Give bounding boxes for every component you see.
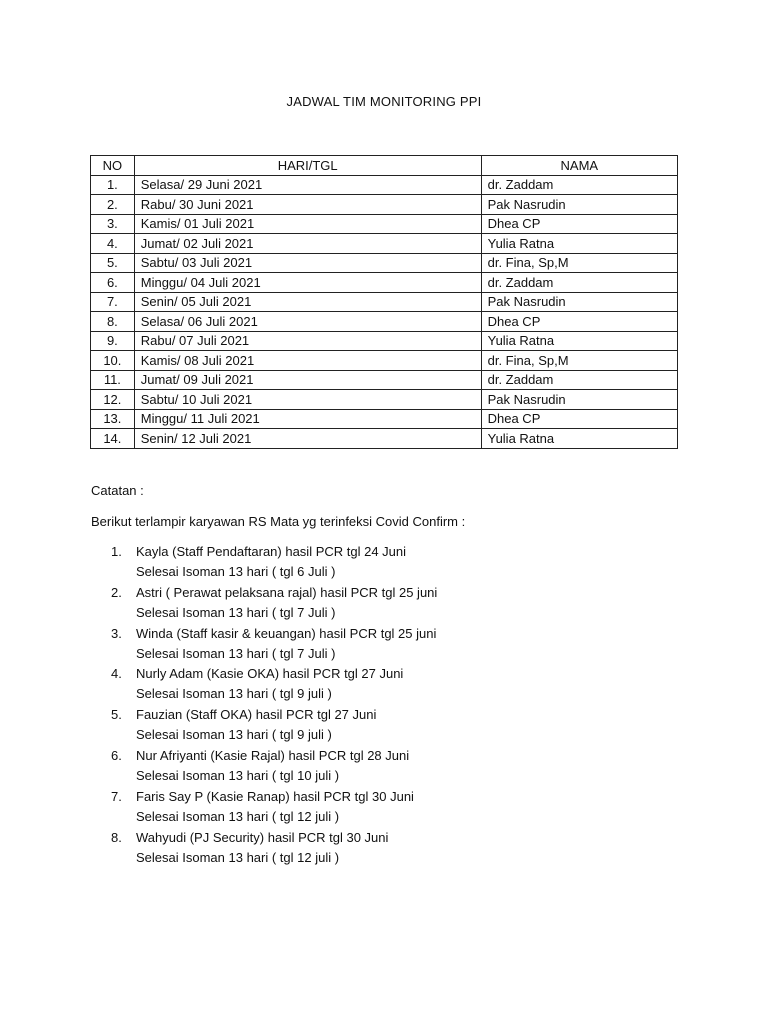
cell-no: 14.: [91, 429, 135, 449]
cell-nama: Yulia Ratna: [481, 234, 677, 254]
list-item-result: Astri ( Perawat pelaksana rajal) hasil PCR tgl 25 juni: [136, 584, 438, 600]
table-row: [91, 214, 678, 234]
cell-hari-tgl: Selasa/ 29 Juni 2021: [134, 175, 481, 195]
list-item-number: 7.: [111, 788, 122, 804]
cell-no: 3.: [91, 214, 135, 234]
cell-no: 2.: [91, 195, 135, 215]
list-item-result: Faris Say P (Kasie Ranap) hasil PCR tgl 30 Juni: [136, 788, 414, 804]
cell-hari-tgl: Minggu/ 11 Juli 2021: [134, 409, 481, 429]
list-item-number: 3.: [111, 625, 122, 641]
table-row: [91, 175, 678, 195]
cell-hari-tgl: Senin/ 12 Juli 2021: [134, 429, 481, 449]
document-title: JADWAL TIM MONITORING PPI: [286, 94, 482, 109]
cell-hari-tgl: Rabu/ 07 Juli 2021: [134, 331, 481, 351]
cell-nama: Pak Nasrudin: [481, 292, 677, 312]
cell-hari-tgl: Jumat/ 02 Juli 2021: [134, 234, 481, 254]
list-item-result: Nurly Adam (Kasie OKA) hasil PCR tgl 27 Juni: [136, 666, 404, 682]
cell-no: 1.: [91, 175, 135, 195]
list-item-result: Winda (Staff kasir & keuangan) hasil PCR tgl 25 juni: [136, 625, 437, 641]
list-item-isolation: Selesai Isoman 13 hari ( tgl 7 Juli ): [136, 604, 336, 620]
cell-hari-tgl: Jumat/ 09 Juli 2021: [134, 370, 481, 390]
list-item-isolation: Selesai Isoman 13 hari ( tgl 12 juli ): [136, 849, 340, 865]
cell-hari-tgl: Sabtu/ 03 Juli 2021: [134, 253, 481, 273]
list-item-isolation: Selesai Isoman 13 hari ( tgl 9 juli ): [136, 727, 332, 743]
header-nama: NAMA: [481, 156, 677, 176]
cell-nama: Pak Nasrudin: [481, 390, 677, 410]
table-row: [91, 273, 678, 293]
list-item-isolation: Selesai Isoman 13 hari ( tgl 9 juli ): [136, 686, 332, 702]
list-item-isolation: Selesai Isoman 13 hari ( tgl 10 juli ): [136, 767, 340, 783]
table-row: [91, 312, 678, 332]
list-item-result: Nur Afriyanti (Kasie Rajal) hasil PCR tgl 28 Juni: [136, 747, 410, 763]
list-item-isolation: Selesai Isoman 13 hari ( tgl 6 Juli ): [136, 564, 336, 579]
notes-label: Catatan :: [91, 483, 144, 498]
table-row: [91, 331, 678, 351]
cell-no: 11.: [91, 370, 135, 390]
cell-hari-tgl: Rabu/ 30 Juni 2021: [134, 195, 481, 215]
table-row: [91, 429, 678, 449]
table-row: [91, 409, 678, 429]
list-item-result: Wahyudi (PJ Security) hasil PCR tgl 30 Juni: [136, 829, 389, 845]
header-hari-tgl: HARI/TGL: [134, 156, 481, 176]
cell-nama: Yulia Ratna: [481, 331, 677, 351]
list-item-number: 4.: [111, 666, 122, 682]
cell-hari-tgl: Senin/ 05 Juli 2021: [134, 292, 481, 312]
list-item-number: 1.: [111, 544, 122, 559]
list-item-isolation: Selesai Isoman 13 hari ( tgl 7 Juli ): [136, 645, 336, 661]
cell-no: 12.: [91, 390, 135, 410]
cell-no: 6.: [91, 273, 135, 293]
list-item-isolation: Selesai Isoman 13 hari ( tgl 12 juli ): [136, 808, 340, 824]
cell-hari-tgl: Kamis/ 08 Juli 2021: [134, 351, 481, 371]
cell-nama: dr. Zaddam: [481, 175, 677, 195]
cell-hari-tgl: Kamis/ 01 Juli 2021: [134, 214, 481, 234]
cell-nama: Pak Nasrudin: [481, 195, 677, 215]
cell-nama: Dhea CP: [481, 312, 677, 332]
cell-nama: Dhea CP: [481, 409, 677, 429]
cell-nama: Yulia Ratna: [481, 429, 677, 449]
table-row: [91, 234, 678, 254]
list-item-result: Fauzian (Staff OKA) hasil PCR tgl 27 Juni: [136, 707, 377, 723]
cell-hari-tgl: Minggu/ 04 Juli 2021: [134, 273, 481, 293]
cell-hari-tgl: Selasa/ 06 Juli 2021: [134, 312, 481, 332]
table-row: [91, 253, 678, 273]
schedule-table: [90, 155, 678, 449]
list-item-number: 2.: [111, 584, 122, 600]
list-item-number: 5.: [111, 707, 122, 723]
table-row: [91, 390, 678, 410]
cell-nama: dr. Zaddam: [481, 273, 677, 293]
notes-intro: Berikut terlampir karyawan RS Mata yg terinfeksi Covid Confirm :: [91, 514, 466, 529]
table-row: [91, 292, 678, 312]
cell-no: 13.: [91, 409, 135, 429]
table-row: [91, 195, 678, 215]
list-item-result: Kayla (Staff Pendaftaran) hasil PCR tgl 24 Juni: [136, 544, 407, 559]
header-no: NO: [91, 156, 135, 176]
cell-nama: Dhea CP: [481, 214, 677, 234]
table-header-row: [91, 156, 678, 176]
list-item-number: 8.: [111, 829, 122, 845]
cell-no: 8.: [91, 312, 135, 332]
table-row: [91, 351, 678, 371]
cell-no: 4.: [91, 234, 135, 254]
cell-nama: dr. Fina, Sp,M: [481, 351, 677, 371]
cell-nama: dr. Fina, Sp,M: [481, 253, 677, 273]
cell-no: 10.: [91, 351, 135, 371]
cell-no: 9.: [91, 331, 135, 351]
cell-no: 5.: [91, 253, 135, 273]
cell-hari-tgl: Sabtu/ 10 Juli 2021: [134, 390, 481, 410]
cell-nama: dr. Zaddam: [481, 370, 677, 390]
table-row: [91, 370, 678, 390]
cell-no: 7.: [91, 292, 135, 312]
list-item-number: 6.: [111, 747, 122, 763]
